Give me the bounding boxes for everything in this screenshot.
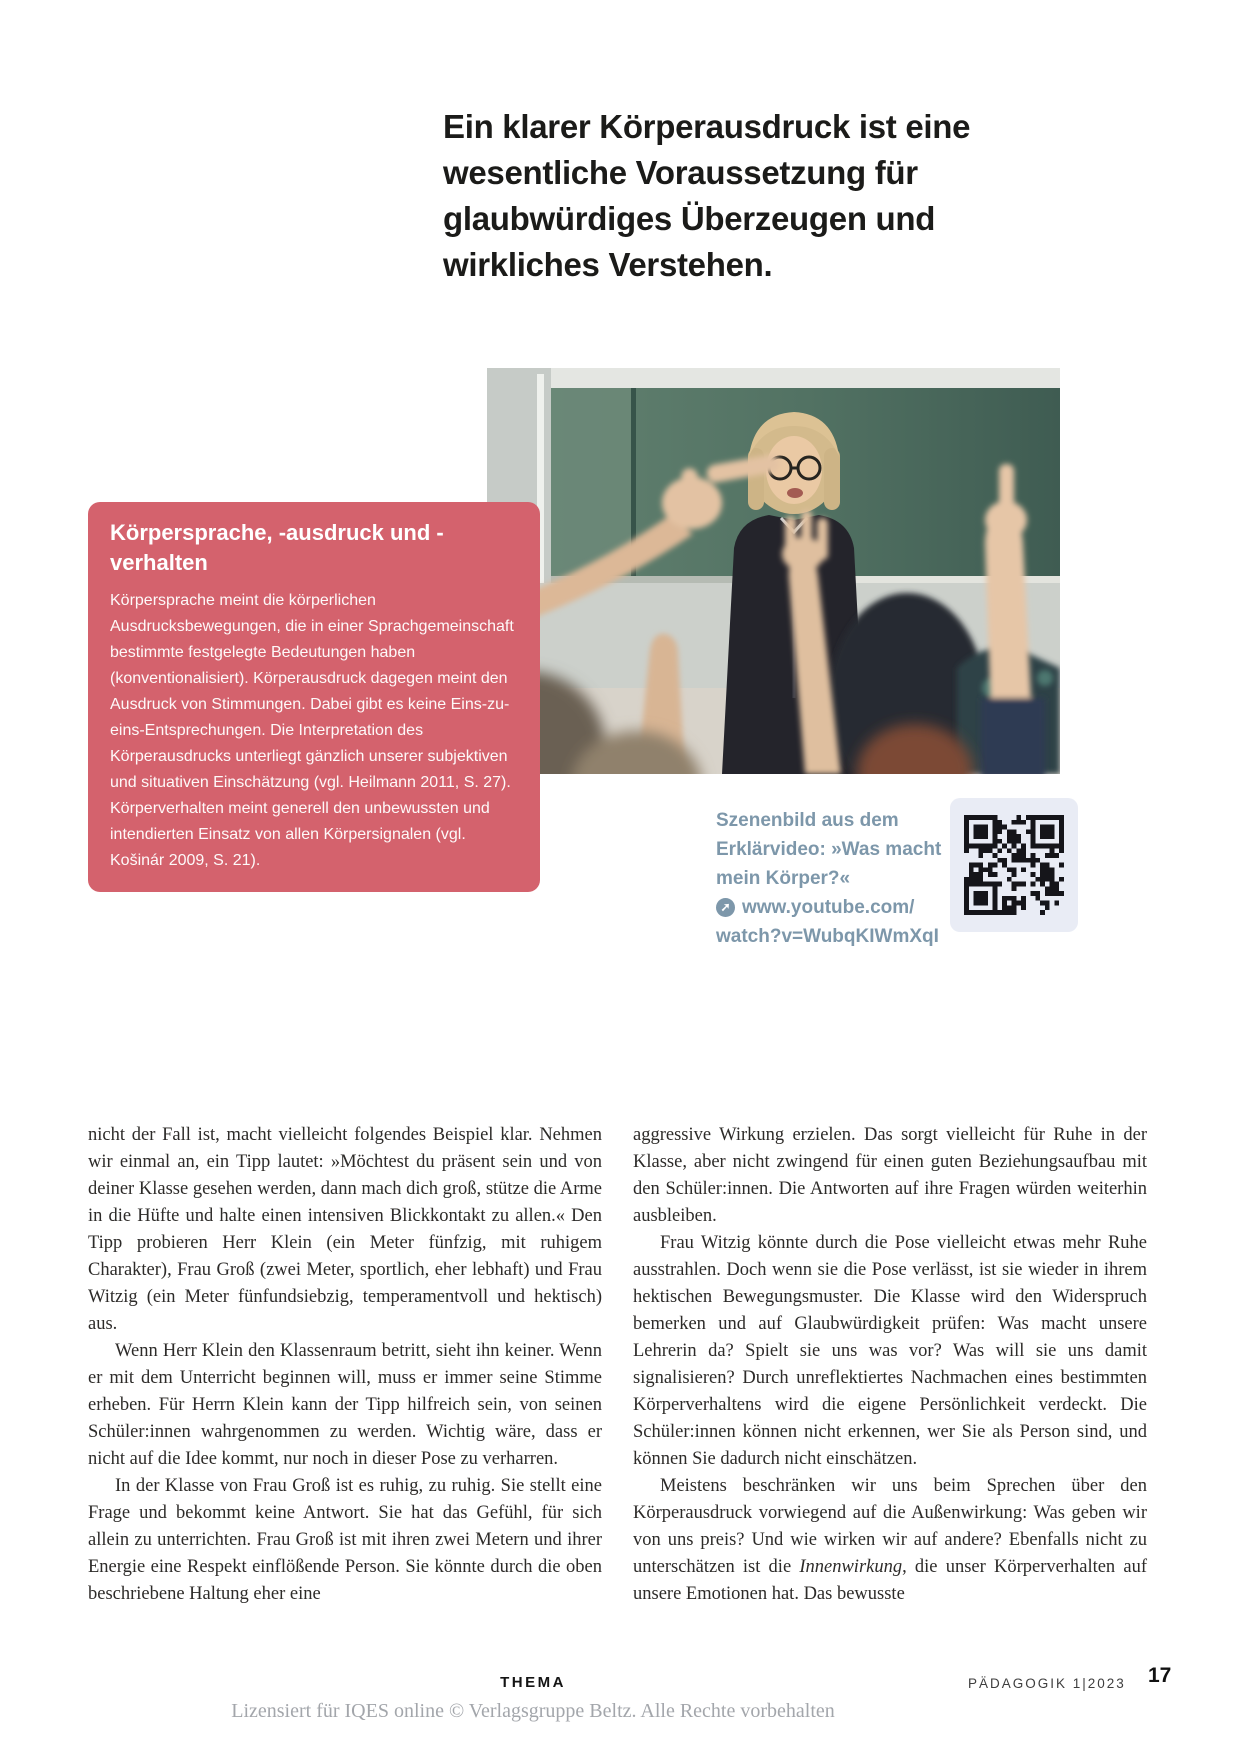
article-column-right <box>633 1122 1147 1608</box>
paragraph-text: Meistens beschränken wir uns beim Sprechen über den Körperausdruck vorwiegend auf die Außenwirkung: Was geben wir von uns preis? Und wie wirken wir auf andere? Ebenfalls nicht zu unterschätzen ist die <box>633 1476 1147 1577</box>
paragraph: aggressive Wirkung erzielen. Das sorgt vielleicht für Ruhe in der Klasse, aber nicht zwingend für einen guten Beziehungsaufbau mit den Schüler:innen. Die Antworten auf ihre Fragen würden weiterhin ausbleiben. <box>633 1125 1147 1226</box>
youtube-link-line1[interactable]: www.youtube.com/ <box>742 897 915 918</box>
classroom-photo-art <box>487 368 1060 774</box>
photo-caption <box>716 806 968 951</box>
youtube-link-line2[interactable]: watch?v=WubqKIWmXqI <box>716 926 939 947</box>
qr-code <box>950 798 1078 932</box>
paragraph: Wenn Herr Klein den Klassenraum betritt, sieht ihn keiner. Wenn er mit dem Unterricht beginnen will, muss er immer seine Stimme erheben. Für Herrn Klein kann der Tipp hilfreich sein, von seinen Schüler:innen wahrgenommen zu werden. Wichtig wäre, dass er nicht auf die Idee kommt, nur noch in dieser Pose zu verharren. <box>88 1341 602 1469</box>
paragraph-text: , die unser Körperverhalten auf unsere Emotionen hat. Das bewusste <box>633 1557 1147 1604</box>
caption-line: Szenenbild aus dem <box>716 810 899 831</box>
page-headline: Ein klarer Körperausdruck ist eine wesentliche Voraussetzung für glaubwürdiges Überzeugen und wirkliches Verstehen. <box>443 108 971 284</box>
classroom-photo <box>487 368 1060 774</box>
paragraph: Frau Witzig könnte durch die Pose vielleicht etwas mehr Ruhe ausstrahlen. Doch wenn sie die Pose verlässt, ist sie wieder in ihrem hektischen Bewegungsmuster. Die Klasse wird den Widerspruch bemerken und auf Glaubwürdigkeit prüfen: Was macht unsere Lehrerin da? Spielt sie uns was vor? Was will sie uns damit signalisieren? Durch unreflektiertes Nachmachen eines bestimmten Körperverhaltens wird die eigene Persönlichkeit verdeckt. Die Schüler:innen können nicht erkennen, wer Sie als Person sind, und können Sie dadurch nicht einschätzen. <box>633 1233 1147 1469</box>
definition-box-body: Körpersprache meint die körperlichen Ausdrucksbewegungen, die in einer Sprachgemeinschaft bestimmte festgelegte Bedeutungen haben (konventionalisiert). Körperausdruck dagegen meint den Ausdruck von Stimmungen. Dabei gibt es keine Eins-zu-eins-Entsprechungen. Die Interpretation des Körperausdrucks unterliegt gänzlich unserer subjektiven und situativen Einschätzung (vgl. Heilmann 2011, S. 27). Körperverhalten meint generell den unbewussten und intendierten Einsatz von allen Körpersignalen (vgl. Košinár 2009, S. 21). <box>110 592 514 869</box>
paragraph <box>633 1473 1147 1608</box>
qr-code-pattern <box>964 815 1064 915</box>
paragraph: In der Klasse von Frau Groß ist es ruhig, zu ruhig. Sie stellt eine Frage und bekommt keine Antwort. Sie hat das Gefühl, für sich allein zu unterrichten. Frau Groß ist mit ihren zwei Metern und ihrer Energie eine Respekt einflößende Person. Sie könnte durch die oben beschriebene Haltung eher eine <box>88 1476 602 1604</box>
footer-page-number: 17 <box>1148 1664 1172 1687</box>
footer-journal-label: PÄDAGOGIK 1|2023 <box>968 1676 1126 1691</box>
paragraph: nicht der Fall ist, macht vielleicht folgendes Beispiel klar. Nehmen wir einmal an, ein Tipp lautet: »Möchtest du präsent sein und von deiner Klasse gesehen werden, dann mach dich groß, stütze die Arme in die Hüfte und halte einen intensiven Blickkontakt zu allen.« Den Tipp probieren Herr Klein (ein Meter fünfzig, mit ruhigem Charakter), Frau Groß (zwei Meter, sportlich, eher lebhaft) und Frau Witzig (ein Meter fünfundsiebzig, temperamentvoll und hektisch) aus. <box>88 1125 602 1334</box>
definition-box-title: Körpersprache, -ausdruck und -verhalten <box>110 520 444 575</box>
footer-section-label: THEMA <box>500 1674 566 1691</box>
caption-line: mein Körper?« <box>716 868 851 889</box>
article-column-left <box>88 1122 602 1608</box>
license-notice: Lizensiert für IQES online © Verlagsgruppe Beltz. Alle Rechte vorbehalten <box>231 1700 835 1722</box>
caption-line: Erklärvideo: »Was macht <box>716 839 942 860</box>
definition-box <box>88 502 540 892</box>
youtube-link[interactable] <box>716 893 968 922</box>
emphasized-term: Innenwirkung <box>799 1557 903 1577</box>
external-link-icon: ➚ <box>716 898 735 917</box>
